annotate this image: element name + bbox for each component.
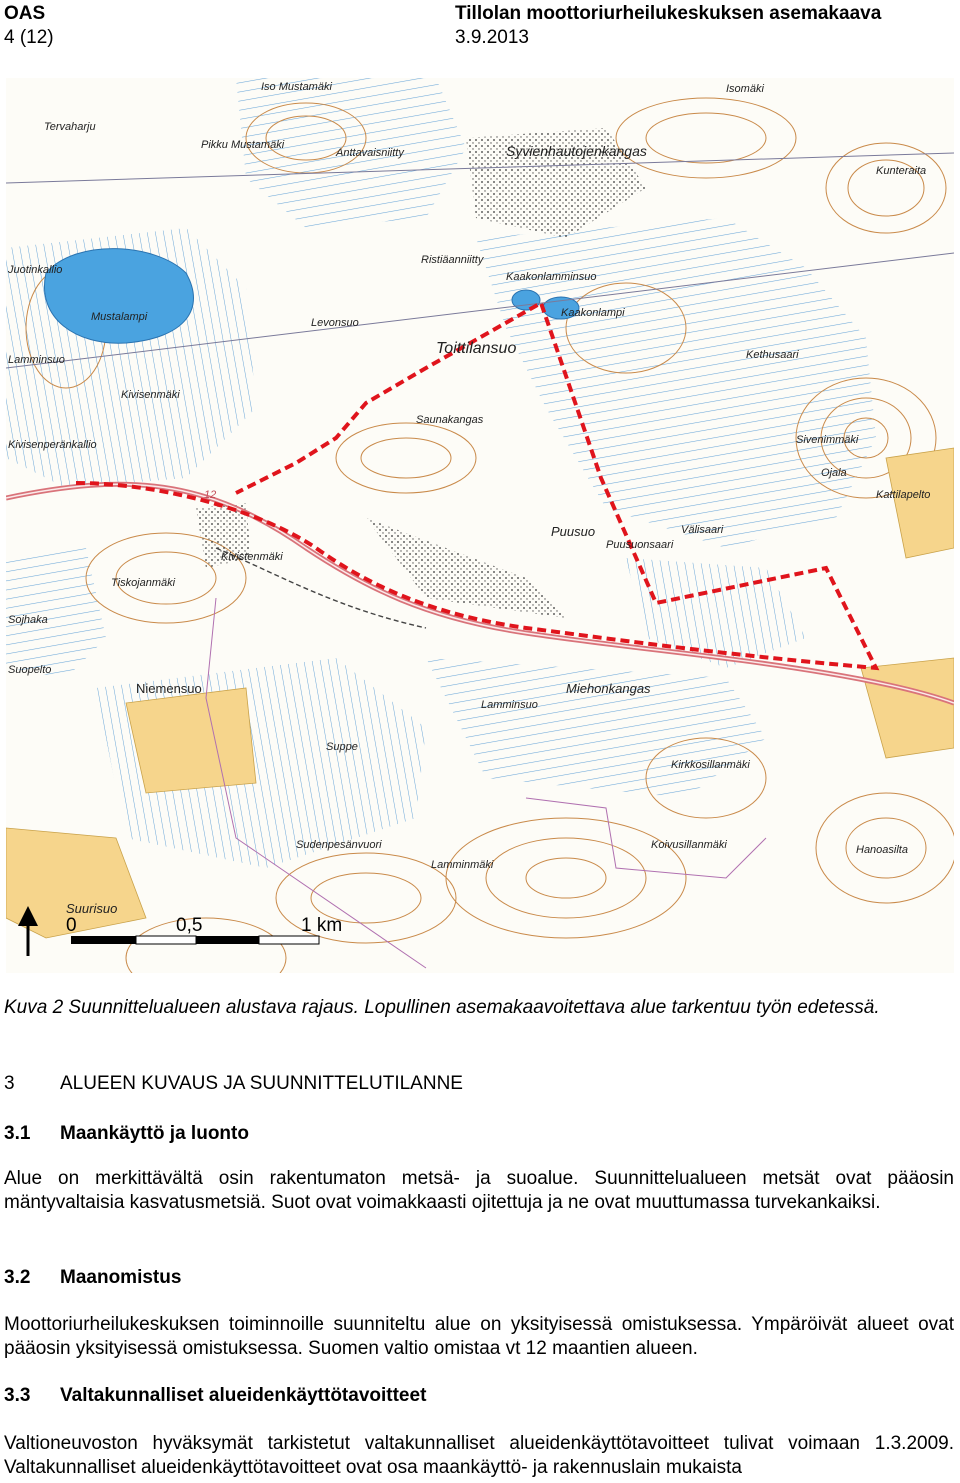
- map-label: Lamminmäki: [431, 859, 494, 871]
- paragraph: Moottoriurheilukeskuksen toiminnoille suunniteltu alue on yksityisessä omistuksessa. Ympäröivät alueet ovat pääosin yksityisessä omistuksessa. Suomen valtio omistaa vt 12 maantien alueen.: [4, 1314, 954, 1359]
- map-label: Syvienhautojenkangas: [506, 143, 647, 159]
- subsection-heading: [4, 1122, 249, 1146]
- map-label: Kivisenperänkallio: [8, 439, 97, 451]
- map-label: Niemensuo: [136, 681, 202, 696]
- map-label: Pikku Mustamäki: [201, 139, 285, 151]
- subsection-heading: [4, 1384, 426, 1408]
- map-label: Suurisuo: [66, 901, 118, 916]
- map-svg: [6, 78, 954, 973]
- subsection-number: 3.2: [4, 1267, 31, 1288]
- map-label: Miehonkangas: [566, 681, 651, 696]
- map-label: Levonsuo: [311, 317, 359, 329]
- map-label: Kivisenmäki: [121, 389, 180, 401]
- map-label: Puusuo: [551, 524, 596, 539]
- map-label: Kethusaari: [746, 349, 799, 361]
- map-label: Koivusillanmäki: [651, 839, 727, 851]
- subsection-number: 3.1: [4, 1123, 31, 1144]
- map-label: Lamminsuo: [481, 699, 538, 711]
- map-label: Isomäki: [726, 83, 764, 95]
- map-label: Välisaari: [681, 524, 724, 536]
- map-label: Kunteraita: [876, 165, 927, 177]
- map-label: Sojhaka: [8, 614, 48, 626]
- map-label: Saunakangas: [416, 414, 484, 426]
- map-label: Sudenpesänvuori: [296, 839, 382, 851]
- document-title: Tillolan moottoriurheilukeskuksen asemakaava: [455, 3, 882, 24]
- scale-label-one: 1 km: [301, 915, 343, 936]
- map-label: Anttavaisniitty: [336, 147, 404, 159]
- map-label: Suppe: [326, 741, 358, 753]
- map-label: Kirkkosillanmäki: [671, 759, 750, 771]
- map-label: Suopelto: [8, 664, 52, 676]
- map-label: Kivistenmäki: [221, 551, 283, 563]
- map-label: Tiskojanmäki: [111, 577, 176, 589]
- subsection-title: Maanomistus: [60, 1267, 182, 1288]
- map-label: Kattilapelto: [876, 489, 931, 501]
- map-label: Lamminsuo: [8, 354, 65, 366]
- section-number: 3: [4, 1073, 15, 1094]
- section-heading: [4, 1072, 463, 1096]
- document-date: 3.9.2013: [455, 27, 529, 48]
- map-label: Hanoasilta: [856, 844, 908, 856]
- figure-caption: Kuva 2 Suunnittelualueen alustava rajaus. Lopullinen asemakaavoitettava alue tarkentuu työn edetessä.: [4, 997, 880, 1018]
- paragraph: Valtioneuvoston hyväksymät tarkistetut valtakunnalliset alueidenkäyttötavoitteet tulivat voimaan 1.3.2009. Valtakunnalliset alueidenkäyttötavoitteet ovat osa maankäyttö- ja rakennuslain mukaista: [4, 1433, 954, 1478]
- map-label: Tervaharju: [44, 121, 96, 133]
- map-label: Ristiäanniitty: [421, 254, 484, 266]
- subsection-heading: [4, 1266, 181, 1290]
- doc-type-label: OAS: [4, 3, 46, 24]
- subsection-number: 3.3: [4, 1385, 31, 1406]
- subsection-title: Valtakunnalliset alueidenkäyttötavoitteet: [60, 1385, 427, 1406]
- map-label: 12: [204, 489, 217, 501]
- map-label: Mustalampi: [91, 311, 148, 323]
- page-number: 4 (12): [4, 27, 54, 48]
- map-label: Puusuonsaari: [606, 539, 674, 551]
- scale-label-half: 0,5: [176, 915, 203, 936]
- paragraph: Alue on merkittävältä osin rakentumaton metsä- ja suoalue. Suunnittelualueen metsät ovat pääosin mäntyvaltaisia kasvatusmetsiä. Suot ovat voimakkaasti ojitettuja ja ne ovat muuttumassa turvekankaiksi.: [4, 1168, 954, 1213]
- map-label: Toittilansuo: [436, 340, 517, 357]
- map-label: Ojala: [821, 467, 847, 479]
- map-label: Kaakonlampi: [561, 307, 625, 319]
- map-label: Iso Mustamäki: [261, 81, 332, 93]
- subsection-title: Maankäyttö ja luonto: [60, 1123, 249, 1144]
- section-title: ALUEEN KUVAUS JA SUUNNITTELUTILANNE: [60, 1073, 463, 1094]
- scale-label-zero: 0: [66, 915, 77, 936]
- map-label: Sivenimmäki: [796, 434, 859, 446]
- map-label: Kaakonlamminsuo: [506, 271, 597, 283]
- topographic-map: [6, 78, 954, 973]
- map-label: Juotinkallio: [8, 264, 63, 276]
